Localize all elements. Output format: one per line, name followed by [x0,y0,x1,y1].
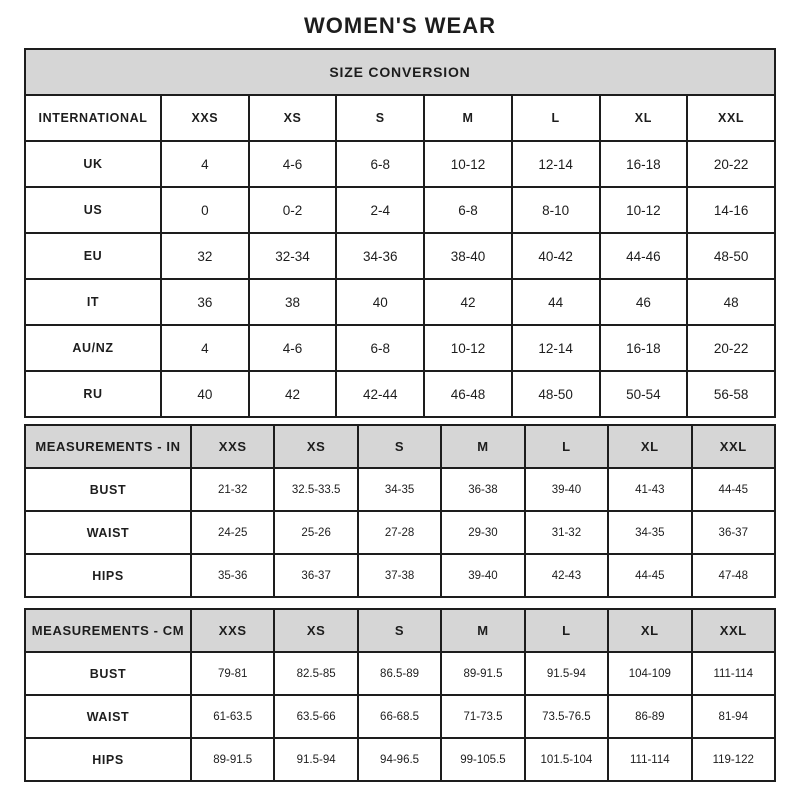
column-header: S [358,425,441,468]
cell-value: 2-4 [336,187,424,233]
cell-value: 36-37 [274,554,357,597]
measurements-cm-table [24,608,776,782]
column-header: XXS [161,95,249,141]
cell-value: 42 [249,371,337,417]
cell-value: 44-45 [608,554,691,597]
cell-value: 36-38 [441,468,524,511]
table-row [25,325,775,371]
column-header: XL [600,95,688,141]
cell-value: 61-63.5 [191,695,274,738]
cell-value: 39-40 [441,554,524,597]
cell-value: 56-58 [687,371,775,417]
cell-value: 46-48 [424,371,512,417]
cell-value: 89-91.5 [441,652,524,695]
cell-value: 50-54 [600,371,688,417]
cell-value: 4-6 [249,141,337,187]
row-label: US [25,187,161,233]
table-row [25,511,775,554]
cell-value: 36-37 [692,511,775,554]
cell-value: 46 [600,279,688,325]
table-header-label: MEASUREMENTS - CM [25,609,191,652]
cell-value: 101.5-104 [525,738,608,781]
column-header: S [358,609,441,652]
cell-value: 44 [512,279,600,325]
cell-value: 6-8 [336,325,424,371]
cell-value: 42 [424,279,512,325]
cell-value: 86-89 [608,695,691,738]
cell-value: 8-10 [512,187,600,233]
row-label: AU/NZ [25,325,161,371]
cell-value: 12-14 [512,325,600,371]
table-row [25,371,775,417]
cell-value: 20-22 [687,325,775,371]
table-row [25,738,775,781]
cell-value: 12-14 [512,141,600,187]
table-row [25,233,775,279]
cell-value: 86.5-89 [358,652,441,695]
cell-value: 66-68.5 [358,695,441,738]
column-header: M [441,425,524,468]
cell-value: 29-30 [441,511,524,554]
cell-value: 99-105.5 [441,738,524,781]
row-label: BUST [25,468,191,511]
row-label: IT [25,279,161,325]
column-header: XXS [191,609,274,652]
column-header: XS [274,425,357,468]
column-header: M [441,609,524,652]
cell-value: 25-26 [274,511,357,554]
cell-value: 40 [161,371,249,417]
cell-value: 104-109 [608,652,691,695]
row-label: UK [25,141,161,187]
cell-value: 48-50 [512,371,600,417]
cell-value: 42-43 [525,554,608,597]
cell-value: 63.5-66 [274,695,357,738]
cell-value: 27-28 [358,511,441,554]
cell-value: 10-12 [600,187,688,233]
table-title: SIZE CONVERSION [25,49,775,95]
column-header: L [525,609,608,652]
table-row [25,187,775,233]
cell-value: 14-16 [687,187,775,233]
cell-value: 40-42 [512,233,600,279]
cell-value: 32 [161,233,249,279]
cell-value: 4 [161,325,249,371]
table-header-row [25,425,775,468]
row-label: HIPS [25,554,191,597]
cell-value: 41-43 [608,468,691,511]
table-row [25,695,775,738]
column-header: L [512,95,600,141]
cell-value: 91.5-94 [525,652,608,695]
cell-value: 34-35 [608,511,691,554]
column-header: L [525,425,608,468]
table-row [25,652,775,695]
cell-value: 44-45 [692,468,775,511]
cell-value: 89-91.5 [191,738,274,781]
cell-value: 71-73.5 [441,695,524,738]
cell-value: 44-46 [600,233,688,279]
cell-value: 20-22 [687,141,775,187]
column-header: S [336,95,424,141]
column-header: XXS [191,425,274,468]
cell-value: 4-6 [249,325,337,371]
cell-value: 37-38 [358,554,441,597]
measurements-in-table [24,424,776,598]
cell-value: 82.5-85 [274,652,357,695]
cell-value: 94-96.5 [358,738,441,781]
cell-value: 34-35 [358,468,441,511]
cell-value: 111-114 [608,738,691,781]
table-header-row [25,609,775,652]
cell-value: 31-32 [525,511,608,554]
cell-value: 42-44 [336,371,424,417]
cell-value: 6-8 [336,141,424,187]
row-label: RU [25,371,161,417]
table-row [25,141,775,187]
cell-value: 0-2 [249,187,337,233]
cell-value: 73.5-76.5 [525,695,608,738]
table-row [25,468,775,511]
table-header-label: INTERNATIONAL [25,95,161,141]
cell-value: 91.5-94 [274,738,357,781]
cell-value: 10-12 [424,325,512,371]
cell-value: 4 [161,141,249,187]
cell-value: 21-32 [191,468,274,511]
size-conversion-table [24,48,776,418]
cell-value: 36 [161,279,249,325]
cell-value: 35-36 [191,554,274,597]
table-row [25,554,775,597]
cell-value: 32-34 [249,233,337,279]
cell-value: 32.5-33.5 [274,468,357,511]
cell-value: 16-18 [600,325,688,371]
column-header: XL [608,609,691,652]
row-label: BUST [25,652,191,695]
page-title: WOMEN'S WEAR [304,13,496,38]
cell-value: 119-122 [692,738,775,781]
cell-value: 39-40 [525,468,608,511]
cell-value: 6-8 [424,187,512,233]
column-header: XL [608,425,691,468]
table-title-row [25,49,775,95]
row-label: HIPS [25,738,191,781]
row-label: WAIST [25,511,191,554]
table-header-row [25,95,775,141]
column-header: XXL [692,425,775,468]
cell-value: 24-25 [191,511,274,554]
column-header: XS [274,609,357,652]
cell-value: 81-94 [692,695,775,738]
cell-value: 111-114 [692,652,775,695]
cell-value: 10-12 [424,141,512,187]
cell-value: 40 [336,279,424,325]
cell-value: 48-50 [687,233,775,279]
cell-value: 79-81 [191,652,274,695]
row-label: WAIST [25,695,191,738]
column-header: XS [249,95,337,141]
cell-value: 48 [687,279,775,325]
cell-value: 38-40 [424,233,512,279]
column-header: XXL [687,95,775,141]
cell-value: 34-36 [336,233,424,279]
table-row [25,279,775,325]
table-header-label: MEASUREMENTS - IN [25,425,191,468]
row-label: EU [25,233,161,279]
cell-value: 0 [161,187,249,233]
cell-value: 47-48 [692,554,775,597]
column-header: XXL [692,609,775,652]
column-header: M [424,95,512,141]
cell-value: 38 [249,279,337,325]
cell-value: 16-18 [600,141,688,187]
